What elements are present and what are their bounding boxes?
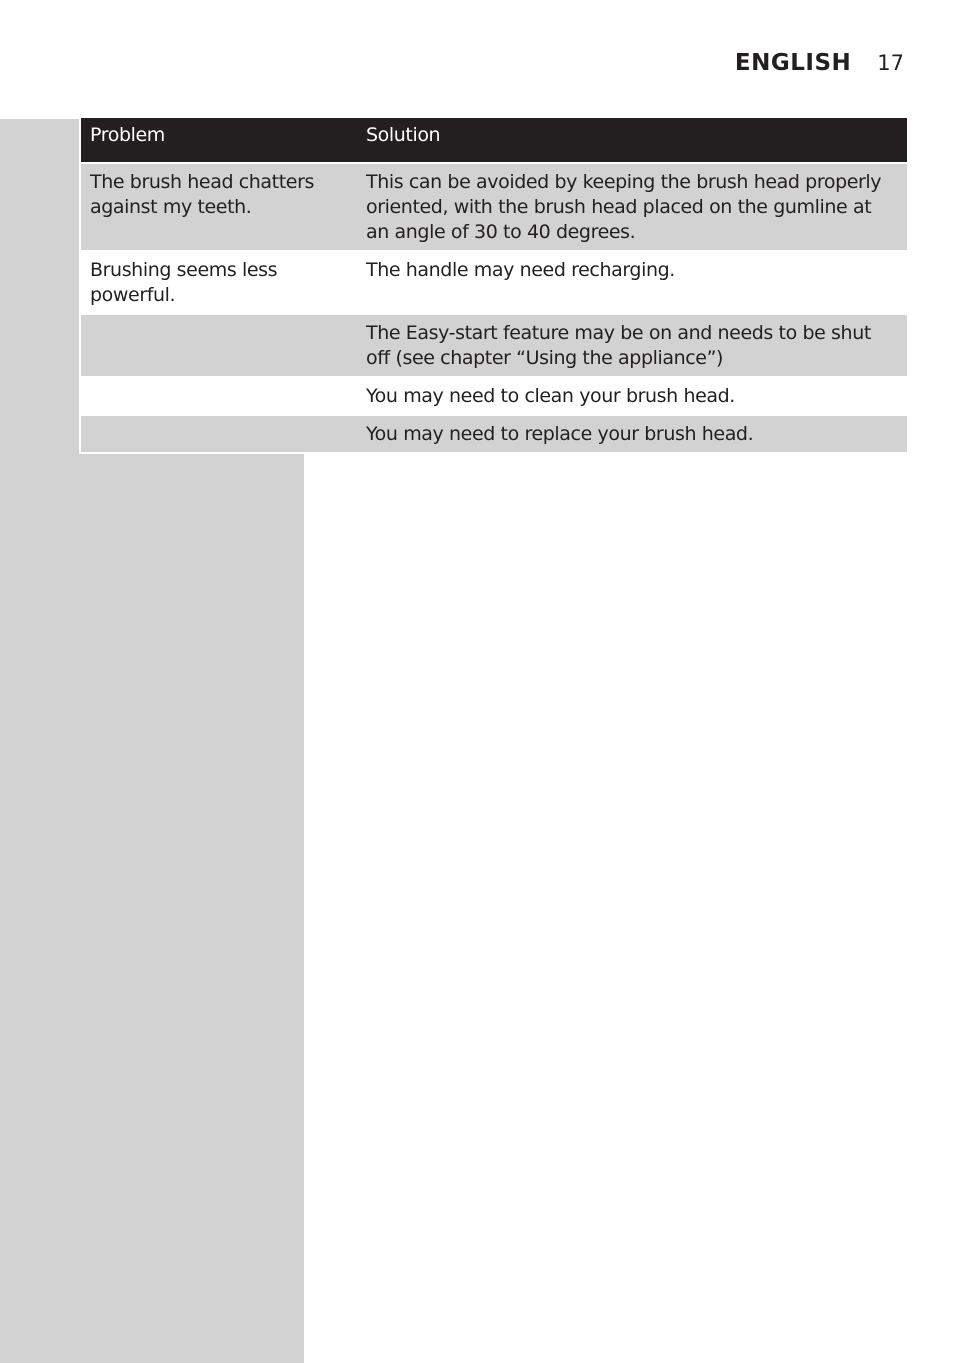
solution-cell: The handle may need recharging. — [366, 259, 675, 281]
table-row — [81, 315, 907, 378]
table-row — [81, 416, 907, 454]
problem-cell — [81, 315, 357, 376]
table-row — [81, 378, 907, 416]
solution-cell: This can be avoided by keeping the brush head properly oriented, with the brush head placed on the gumline at an angle of 30 to 40 degrees. — [366, 171, 882, 243]
column-header-problem: Problem — [90, 124, 165, 146]
column-header-solution: Solution — [366, 124, 441, 146]
page-number: 17 — [877, 51, 904, 75]
table-row — [81, 252, 907, 315]
problem-cell: The brush head chatters against my teeth. — [90, 171, 314, 218]
page-header — [735, 50, 904, 84]
problem-cell — [81, 416, 357, 452]
solution-cell: You may need to clean your brush head. — [366, 385, 735, 407]
troubleshooting-table — [79, 118, 908, 454]
language-label: ENGLISH — [734, 50, 852, 76]
problem-cell: Brushing seems less powerful. — [90, 259, 278, 306]
solution-cell: You may need to replace your brush head. — [366, 423, 754, 445]
solution-cell: The Easy-start feature may be on and needs to be shut off (see chapter “Using the appliance”) — [366, 322, 871, 369]
table-row — [81, 164, 907, 252]
problem-cell — [81, 378, 357, 414]
table-header-row — [81, 118, 907, 164]
